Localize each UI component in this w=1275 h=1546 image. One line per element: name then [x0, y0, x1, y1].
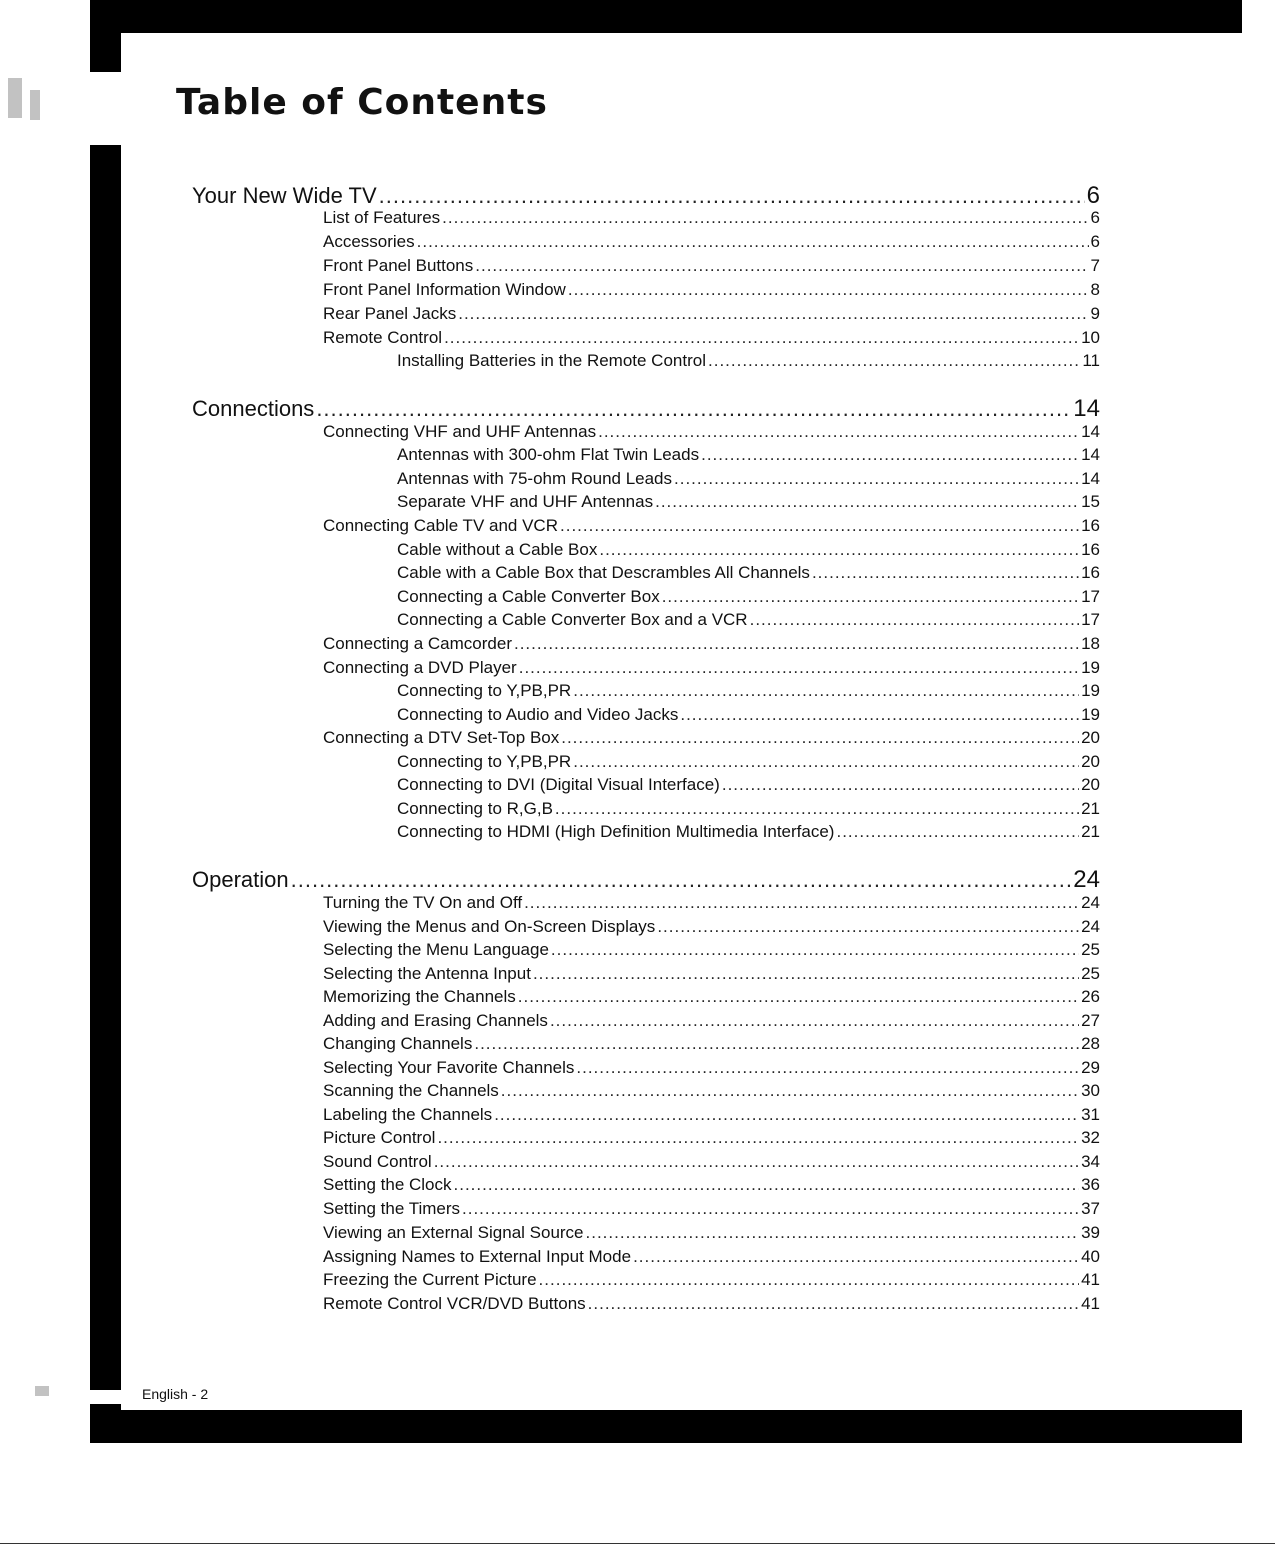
toc-entry-title: Connecting a Cable Converter Box and a VCR [397, 610, 748, 629]
toc-entry-title: Antennas with 75-ohm Round Leads [397, 469, 673, 488]
toc-entry-title: Connecting to R,G,B [397, 799, 553, 818]
toc-entry-title: Connecting to DVI (Digital Visual Interface) [397, 775, 720, 794]
toc-entry-title: Cable with a Cable Box that Descrambles All Channels [397, 563, 810, 582]
toc-dot-leader [555, 799, 1079, 819]
toc-section-row [192, 395, 1100, 423]
toc-dot-leader [573, 681, 1079, 701]
toc-page-number: 15 [1081, 492, 1100, 511]
toc-entry-row [397, 587, 1100, 607]
toc-entry-title: Connecting to Y,PB,PR [397, 752, 572, 771]
toc-page-number: 41 [1081, 1294, 1100, 1313]
toc-page-number: 32 [1081, 1128, 1100, 1147]
toc-entry-title: Your New Wide TV [192, 183, 377, 208]
toc-entry-row [323, 1034, 1100, 1054]
scan-edge-line [0, 1543, 1275, 1544]
toc-page-number: 10 [1081, 328, 1100, 347]
toc-page-number: 37 [1081, 1199, 1100, 1218]
toc-entry-row [397, 445, 1100, 465]
toc-entry-title: Front Panel Information Window [323, 280, 566, 299]
toc-dot-leader [560, 516, 1079, 536]
toc-page-number: 21 [1081, 822, 1100, 841]
toc-dot-leader [633, 1247, 1079, 1267]
toc-page-number: 24 [1073, 866, 1100, 893]
toc-page-number: 17 [1081, 587, 1100, 606]
toc-entry-title: Adding and Erasing Channels [323, 1011, 548, 1030]
toc-entry-row [397, 351, 1100, 371]
toc-entry-row [323, 940, 1100, 960]
toc-dot-leader [551, 940, 1079, 960]
toc-dot-leader [598, 422, 1079, 442]
toc-dot-leader [722, 775, 1079, 795]
toc-entry-row [323, 658, 1100, 678]
bottom-border-bar [90, 1410, 1242, 1443]
toc-page-number: 17 [1081, 610, 1100, 629]
toc-dot-leader [657, 917, 1079, 937]
toc-entry-title: Viewing an External Signal Source [323, 1223, 584, 1242]
toc-entry-title: Connecting to HDMI (High Definition Multimedia Interface) [397, 822, 835, 841]
toc-entry-title: Labeling the Channels [323, 1105, 493, 1124]
toc-entry-title: Connecting to Audio and Video Jacks [397, 705, 679, 724]
toc-dot-leader [836, 822, 1079, 842]
toc-dot-leader [539, 1270, 1080, 1290]
toc-entry-row [323, 422, 1100, 442]
toc-entry-row [397, 799, 1100, 819]
toc-entry-title: Turning the TV On and Off [323, 893, 523, 912]
toc-dot-leader [573, 752, 1079, 772]
toc-page-number: 19 [1081, 681, 1100, 700]
toc-page-number: 41 [1081, 1270, 1100, 1289]
toc-entry-title: Antennas with 300-ohm Flat Twin Leads [397, 445, 700, 464]
toc-dot-leader [454, 1175, 1080, 1195]
page-title: Table of Contents [176, 82, 548, 123]
toc-dot-leader [599, 540, 1079, 560]
toc-dot-leader [501, 1081, 1079, 1101]
toc-page-number: 30 [1081, 1081, 1100, 1100]
toc-entry-title: List of Features [323, 208, 441, 227]
toc-dot-leader [568, 280, 1089, 300]
toc-entry-title: Accessories [323, 232, 415, 251]
toc-entry-title: Connecting a DTV Set-Top Box [323, 728, 560, 747]
toc-entry-title: Cable without a Cable Box [397, 540, 598, 559]
toc-entry-row [323, 728, 1100, 748]
toc-entry-title: Selecting the Menu Language [323, 940, 549, 959]
toc-entry-row [323, 208, 1100, 228]
toc-entry-row [397, 540, 1100, 560]
toc-dot-leader [655, 492, 1079, 512]
toc-dot-leader [680, 705, 1079, 725]
toc-entry-row [397, 705, 1100, 725]
toc-page-number: 20 [1081, 728, 1100, 747]
toc-entry-row [323, 1294, 1100, 1314]
toc-entry-row [323, 1105, 1100, 1125]
toc-dot-leader [444, 328, 1079, 348]
toc-entry-title: Connecting a DVD Player [323, 658, 517, 677]
toc-page-number: 9 [1090, 304, 1100, 323]
toc-page-number: 14 [1081, 422, 1100, 441]
toc-dot-leader [561, 728, 1079, 748]
toc-entry-row [323, 280, 1100, 300]
toc-page-number: 26 [1081, 987, 1100, 1006]
toc-page-number: 29 [1081, 1058, 1100, 1077]
toc-entry-title: Remote Control VCR/DVD Buttons [323, 1294, 586, 1313]
toc-entry-row [323, 328, 1100, 348]
toc-entry-title: Installing Batteries in the Remote Control [397, 351, 706, 370]
toc-page-number: 21 [1081, 799, 1100, 818]
toc-page-number: 39 [1081, 1223, 1100, 1242]
toc-dot-leader [437, 1128, 1079, 1148]
toc-dot-leader [750, 610, 1079, 630]
toc-dot-leader [494, 1105, 1079, 1125]
toc-dot-leader [524, 893, 1079, 913]
toc-dot-leader [316, 396, 1071, 422]
toc-entry-row [397, 469, 1100, 489]
toc-entry-row [397, 822, 1100, 842]
toc-entry-row [323, 917, 1100, 937]
toc-entry-title: Connecting Cable TV and VCR [323, 516, 558, 535]
toc-page-number: 25 [1081, 940, 1100, 959]
page-footer-label: English - 2 [142, 1386, 209, 1402]
toc-page-number: 6 [1090, 232, 1100, 251]
toc-entry-title: Selecting the Antenna Input [323, 964, 531, 983]
toc-entry-title: Viewing the Menus and On-Screen Displays [323, 917, 656, 936]
toc-entry-title: Setting the Clock [323, 1175, 452, 1194]
toc-dot-leader [588, 1294, 1079, 1314]
toc-dot-leader [518, 987, 1079, 1007]
toc-entry-row [323, 232, 1100, 252]
toc-entry-title: Assigning Names to External Input Mode [323, 1247, 632, 1266]
toc-entry-row [397, 775, 1100, 795]
toc-dot-leader [812, 563, 1079, 583]
toc-entry-title: Picture Control [323, 1128, 436, 1147]
toc-entry-row [323, 634, 1100, 654]
toc-entry-row [323, 964, 1100, 984]
toc-page-number: 24 [1081, 917, 1100, 936]
toc-entry-title: Setting the Timers [323, 1199, 461, 1218]
toc-page-number: 16 [1081, 563, 1100, 582]
toc-entry-title: Connecting a Camcorder [323, 634, 512, 653]
toc-dot-leader [701, 445, 1079, 465]
toc-dot-leader [475, 256, 1088, 276]
toc-dot-leader [533, 964, 1079, 984]
toc-entry-title: Memorizing the Channels [323, 987, 516, 1006]
toc-page-number: 14 [1073, 395, 1100, 422]
toc-entry-title: Operation [192, 867, 289, 892]
toc-page-number: 40 [1081, 1247, 1100, 1266]
toc-page-number: 11 [1082, 351, 1100, 370]
toc-entry-title: Freezing the Current Picture [323, 1270, 537, 1289]
toc-entry-title: Connections [192, 396, 315, 421]
toc-entry-row [323, 1081, 1100, 1101]
toc-entry-title: Changing Channels [323, 1034, 473, 1053]
toc-page-number: 14 [1081, 445, 1100, 464]
toc-page-number: 25 [1081, 964, 1100, 983]
toc-entry-title: Front Panel Buttons [323, 256, 474, 275]
toc-page-number: 6 [1090, 208, 1100, 227]
toc-entry-row [397, 610, 1100, 630]
toc-page-number: 14 [1081, 469, 1100, 488]
toc-entry-row [323, 516, 1100, 536]
toc-entry-title: Remote Control [323, 328, 443, 347]
toc-page-number: 24 [1081, 893, 1100, 912]
toc-page-number: 16 [1081, 540, 1100, 559]
toc-entry-row [397, 492, 1100, 512]
toc-entry-row [397, 681, 1100, 701]
toc-page-number: 34 [1081, 1152, 1100, 1171]
toc-entry-title: Sound Control [323, 1152, 432, 1171]
toc-entry-row [397, 563, 1100, 583]
toc-dot-leader [586, 1223, 1080, 1243]
toc-page-number: 19 [1081, 705, 1100, 724]
toc-entry-row [323, 1058, 1100, 1078]
toc-entry-title: Connecting a Cable Converter Box [397, 587, 660, 606]
toc-page-number: 7 [1090, 256, 1100, 275]
toc-entry-title: Separate VHF and UHF Antennas [397, 492, 654, 511]
toc-dot-leader [417, 232, 1089, 252]
toc-dot-leader [708, 351, 1080, 371]
toc-dot-leader [379, 183, 1085, 209]
toc-entry-row [323, 1128, 1100, 1148]
toc-dot-leader [474, 1034, 1079, 1054]
toc-page-number: 19 [1081, 658, 1100, 677]
toc-entry-row [323, 304, 1100, 324]
toc-entry-title: Connecting VHF and UHF Antennas [323, 422, 597, 441]
toc-section-row [192, 182, 1100, 210]
toc-entry-row [323, 1011, 1100, 1031]
toc-entry-row [323, 1175, 1100, 1195]
toc-dot-leader [550, 1011, 1079, 1031]
toc-entry-title: Rear Panel Jacks [323, 304, 457, 323]
toc-dot-leader [291, 867, 1072, 893]
toc-entry-title: Scanning the Channels [323, 1081, 499, 1100]
toc-entry-title: Connecting to Y,PB,PR [397, 681, 572, 700]
toc-entry-row [323, 1270, 1100, 1290]
toc-dot-leader [662, 587, 1079, 607]
toc-page-number: 6 [1086, 182, 1100, 209]
toc-page-number: 31 [1081, 1105, 1100, 1124]
toc-entry-row [323, 987, 1100, 1007]
toc-dot-leader [442, 208, 1088, 228]
toc-page-number: 28 [1081, 1034, 1100, 1053]
toc-entry-row [323, 1199, 1100, 1219]
toc-dot-leader [519, 658, 1079, 678]
toc-entry-row [397, 752, 1100, 772]
toc-dot-leader [674, 469, 1079, 489]
toc-section-row [192, 866, 1100, 894]
toc-dot-leader [458, 304, 1088, 324]
toc-dot-leader [514, 634, 1079, 654]
toc-dot-leader [576, 1058, 1079, 1078]
toc-entry-row [323, 256, 1100, 276]
toc-page-number: 8 [1090, 280, 1100, 299]
toc-dot-leader [434, 1152, 1079, 1172]
toc-page-number: 20 [1081, 752, 1100, 771]
toc-entry-row [323, 893, 1100, 913]
toc-page-number: 18 [1081, 634, 1100, 653]
toc-entry-title: Selecting Your Favorite Channels [323, 1058, 575, 1077]
toc-page-number: 27 [1081, 1011, 1100, 1030]
toc-entry-row [323, 1223, 1100, 1243]
toc-entry-row [323, 1247, 1100, 1267]
toc-page-number: 20 [1081, 775, 1100, 794]
toc-page-number: 16 [1081, 516, 1100, 535]
toc-page-number: 36 [1081, 1175, 1100, 1194]
toc-dot-leader [462, 1199, 1079, 1219]
toc-entry-row [323, 1152, 1100, 1172]
